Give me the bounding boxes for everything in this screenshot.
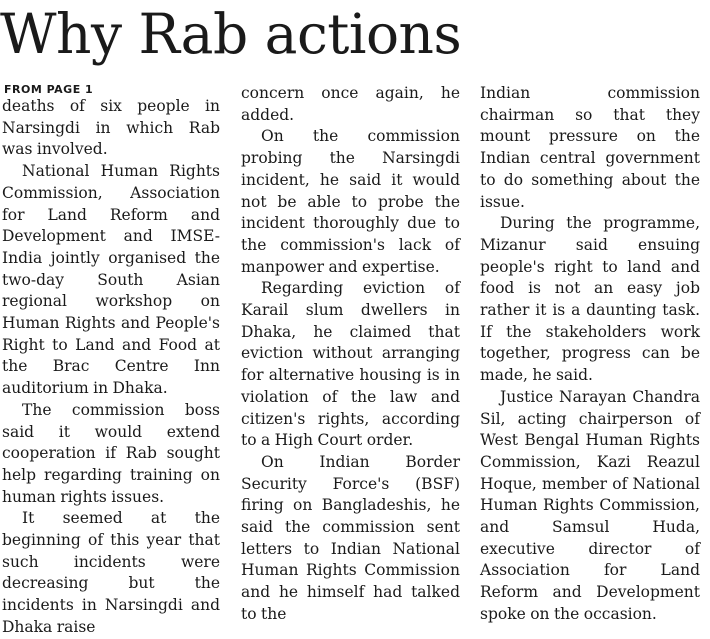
paragraph: Justice Narayan Chandra Sil, acting chairperson of West Bengal Human Rights Commission, Kazi Reazul Hoque, member of National Human Rights Commission, and Samsul Huda, executive director of Association for Land Reform and Development spoke on the occasion. bbox=[480, 387, 700, 623]
paragraph: Indian commission chairman so that they mount pressure on the Indian central government to do something about the issue. bbox=[480, 84, 700, 211]
paragraph: concern once again, he added. bbox=[241, 84, 460, 124]
article-column-1 bbox=[2, 96, 220, 639]
paragraph: National Human Rights Commission, Association for Land Reform and Development and IMSE-India jointly organised the two-day South Asian regional workshop on Human Rights and People's Right to Land and Food at the Brac Centre Inn auditorium in Dhaka. bbox=[2, 162, 220, 398]
headline: Why Rab actions bbox=[0, 2, 462, 66]
article-column-3 bbox=[480, 83, 700, 626]
jump-kicker: FROM PAGE 1 bbox=[4, 83, 94, 96]
paragraph: Regarding eviction of Karail slum dwellers in Dhaka, he claimed that eviction without arranging for alternative housing is in violation of the law and citizen's rights, according to a High Court order. bbox=[241, 279, 460, 450]
paragraph: During the programme, Mizanur said ensuing people's right to land and food is not an easy job rather it is a daunting task. If the stakeholders work together, progress can be made, he said. bbox=[480, 214, 700, 385]
paragraph: The commission boss said it would extend cooperation if Rab sought help regarding training on human rights issues. bbox=[2, 400, 220, 506]
paragraph: It seemed at the beginning of this year that such incidents were decreasing but the incidents in Narsingdi and Dhaka raise bbox=[2, 509, 220, 636]
paragraph: On Indian Border Security Force's (BSF) firing on Bangladeshis, he said the commission sent letters to Indian National Human Rights Commission and he himself had talked to the bbox=[241, 452, 460, 623]
article-column-2 bbox=[241, 83, 460, 626]
paragraph: deaths of six people in Narsingdi in which Rab was involved. bbox=[2, 97, 220, 159]
paragraph: On the commission probing the Narsingdi incident, he said it would not be able to probe the incident thoroughly due to the commission's lack of manpower and expertise. bbox=[241, 127, 460, 276]
